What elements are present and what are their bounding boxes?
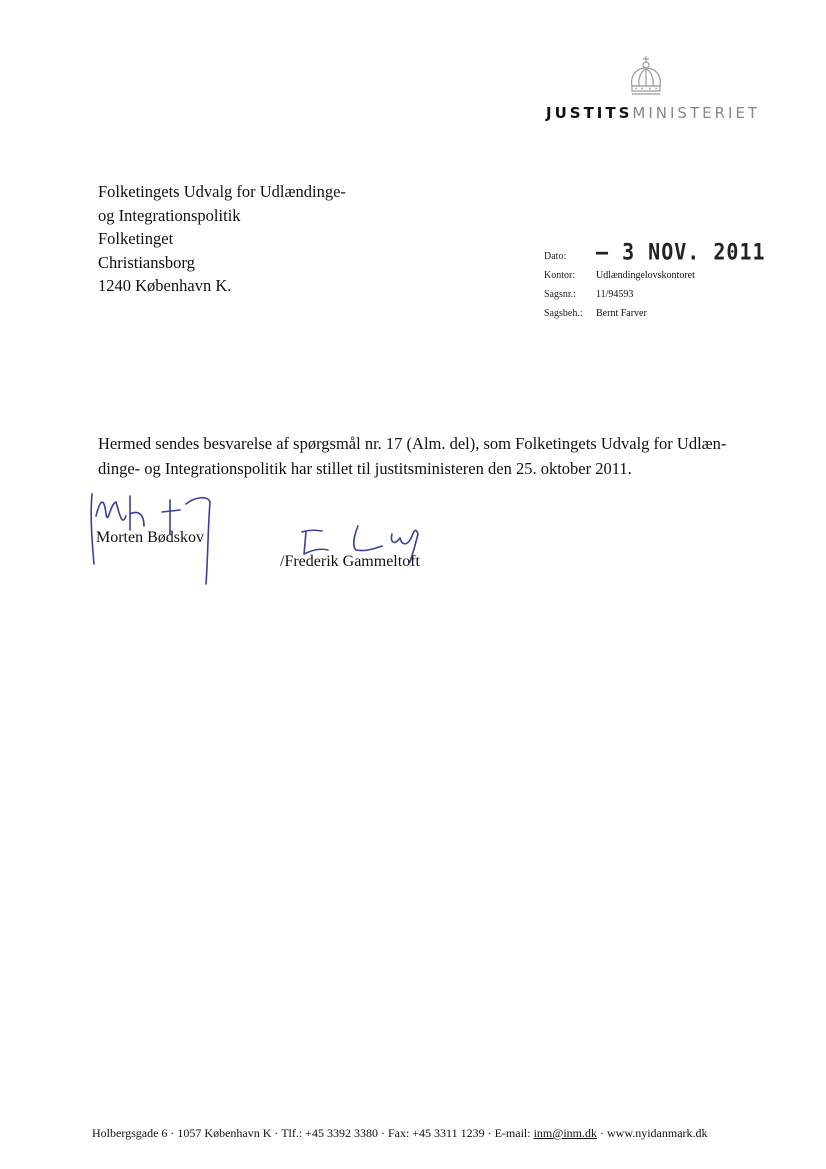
date-label: Dato: xyxy=(544,251,567,262)
handler-row xyxy=(544,304,766,323)
address-line: Christiansborg xyxy=(98,252,195,272)
letter-meta xyxy=(544,238,766,323)
footer-email-link[interactable]: inm@inm.dk xyxy=(533,1126,597,1140)
recipient-address xyxy=(98,180,346,298)
footer-separator: · xyxy=(596,1126,607,1140)
date-row xyxy=(544,238,766,266)
office-label: Kontor: xyxy=(544,270,576,281)
address-line: Folketingets Udvalg for Udlændinge- xyxy=(98,182,346,201)
address-line: og Integrationspolitik xyxy=(98,205,241,225)
body-line: dinge- og Integrationspolitik har stillet til justitsministeren den 25. oktober 2011. xyxy=(98,459,632,478)
ministry-logo-wordmark xyxy=(546,104,776,122)
office-row xyxy=(544,266,766,285)
case-value: 11/94593 xyxy=(596,289,634,300)
case-row xyxy=(544,285,766,304)
address-line: 1240 København K. xyxy=(98,276,232,295)
signature-name-2: /Frederik Gammeltoft xyxy=(280,553,420,570)
date-stamp: – 3 NOV. 2011 xyxy=(596,238,766,266)
signature-name-1: Morten Bødskov xyxy=(96,529,204,546)
case-label: Sagsnr.: xyxy=(544,289,576,300)
crown-icon xyxy=(628,54,664,98)
address-line: Folketinget xyxy=(98,229,174,248)
logo-light-text: MINISTERIET xyxy=(632,104,761,122)
letter-body xyxy=(98,431,748,481)
footer-website-link[interactable]: www.nyidanmark.dk xyxy=(606,1126,708,1140)
handler-label: Sagsbeh.: xyxy=(544,308,583,319)
handler-value: Bernt Farver xyxy=(596,308,647,319)
footer-address: Holbergsgade 6 · 1057 København K · Tlf.: +45 3392 3380 · Fax: +45 3311 1239 · E-mail: xyxy=(92,1126,534,1140)
office-value: Udlændingelovskontoret xyxy=(596,270,695,281)
logo-bold-text: JUSTITS xyxy=(546,104,633,122)
footer xyxy=(92,1126,752,1141)
body-line: Hermed sendes besvarelse af spørgsmål nr. 17 (Alm. del), som Folketingets Udvalg for Udlæn- xyxy=(98,434,727,453)
